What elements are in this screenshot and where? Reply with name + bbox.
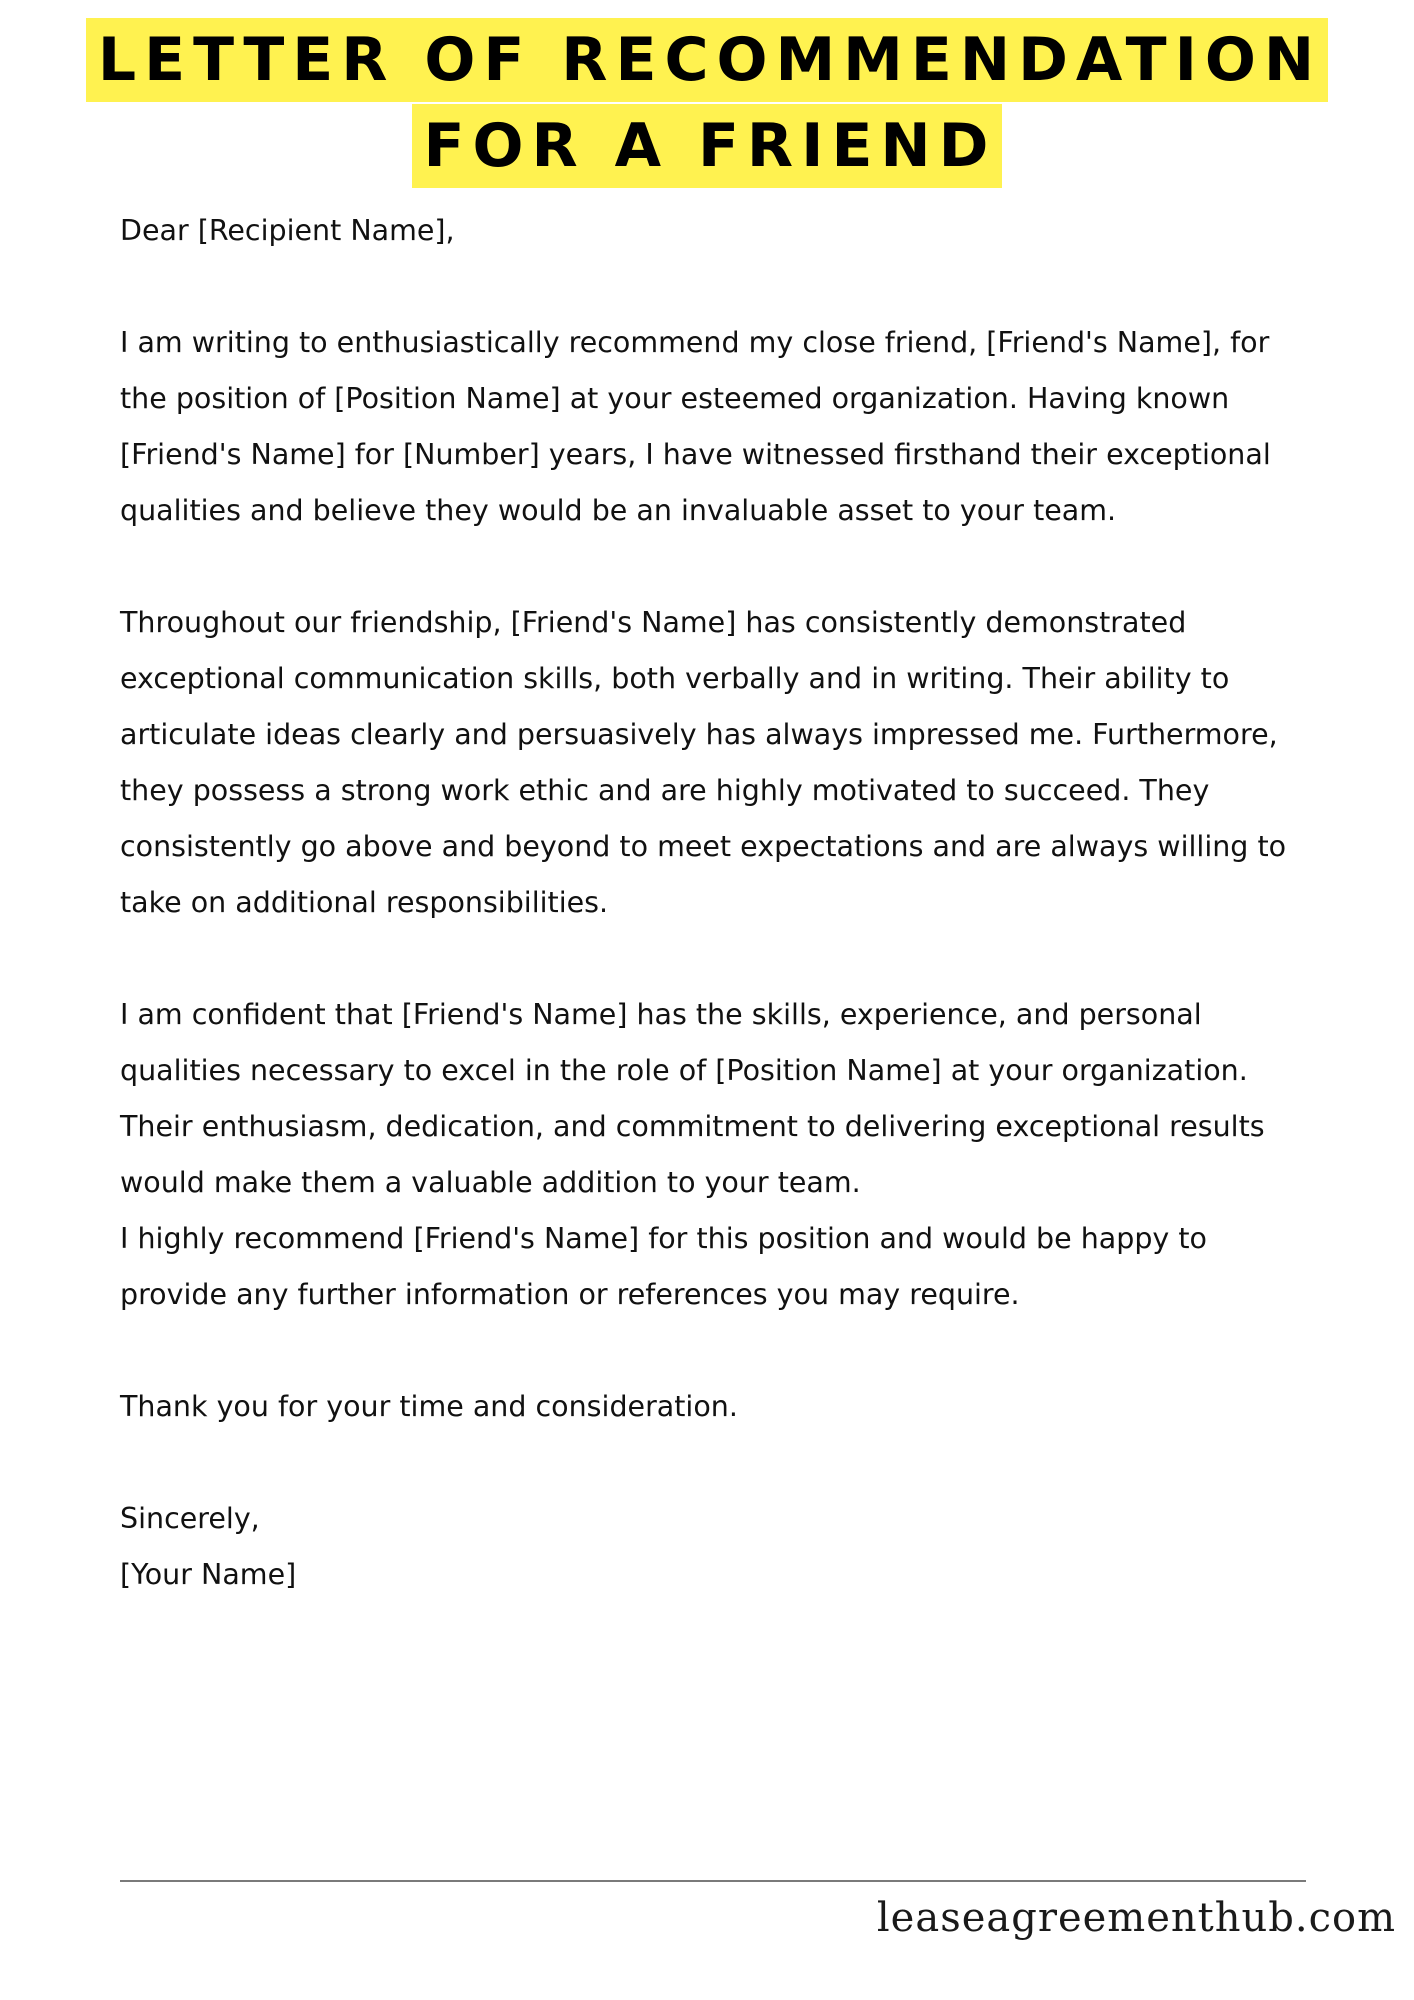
paragraph-qualities: Throughout our friendship, [Friend's Name] has consistently demonstrated exceptional communication skills, both verbally and in writing. Their ability to articulate ideas clearly and persuasively has always impressed me. Furthermore, they possess a strong work ethic and are highly motivated to succeed. They consistently go above and beyond to meet expectations and are always willing to take on additional responsibilities. <box>120 606 1287 919</box>
paragraph-recommendation: I highly recommend [Friend's Name] for this position and would be happy to provide any further information or references you may require. <box>120 1222 1207 1311</box>
title-line-2: FOR A FRIEND <box>412 104 1003 188</box>
footer-website: leaseagreementhub.com <box>876 1895 1396 1941</box>
paragraph-confidence: I am confident that [Friend's Name] has the skills, experience, and personal qualities necessary to excel in the role of [Position Name] at your organization. Their enthusiasm, dedication, and commitment to delivering exceptional results would make them a valuable addition to your team. <box>120 998 1265 1199</box>
paragraph-intro: I am writing to enthusiastically recommend my close friend, [Friend's Name], for the position of [Position Name] at your esteemed organization. Having known [Friend's Name] for [Number] years, I have witnessed firsthand their exceptional qualities and believe they would be an invaluable asset to your team. <box>120 326 1271 527</box>
footer-divider <box>120 1880 1306 1882</box>
thanks-line: Thank you for your time and consideration. <box>120 1390 738 1423</box>
title-line-1: LETTER OF RECOMMENDATION <box>86 18 1328 102</box>
closing: Sincerely, <box>120 1502 260 1535</box>
document-title <box>0 18 1414 188</box>
salutation: Dear [Recipient Name], <box>120 214 455 247</box>
signature: [Your Name] <box>120 1558 297 1591</box>
letter-body <box>120 203 1310 1603</box>
